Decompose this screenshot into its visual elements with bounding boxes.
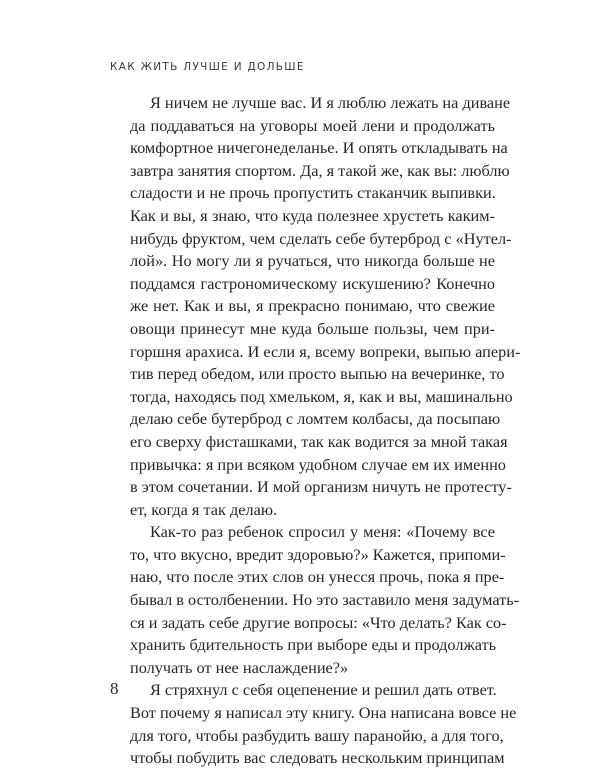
text-line: завтра занятия спортом. Да, я такой же, как вы: люблю — [130, 160, 510, 180]
text-line: привычка: я при всяком удобном случае ем их именно — [130, 454, 506, 474]
running-header: КАК ЖИТЬ ЛУЧШЕ И ДОЛЬШЕ — [110, 61, 305, 73]
text-line: Я ничем не лучше вас. И я люблю лежать на диване — [150, 93, 511, 112]
text-line: хранить бдительность при выборе еды и продолжать — [130, 635, 497, 655]
text-line: Как-то раз ребенок спросил у меня: «Почему все — [150, 522, 495, 542]
text-line: наю, что после этих слов он унесся прочь, пока я пре- — [130, 567, 505, 587]
text-line: получать от нее наслаждение?» — [130, 657, 349, 677]
text-line: нибудь фруктом, чем сделать себе бутерброд с «Нутел- — [130, 228, 512, 248]
text-line: ся и задать себе другие вопросы: «Что делать? Как со- — [130, 612, 507, 632]
text-line: ет, когда я так делаю. — [130, 499, 278, 519]
text-line: тогда, находясь под хмельком, я, как и вы, машинально — [130, 386, 513, 406]
text-line: Вот почему я написал эту книгу. Она написана вовсе не — [130, 703, 517, 723]
text-line: в этом сочетании. И мой организм ничуть не протесту- — [130, 477, 512, 497]
page-number: 8 — [110, 679, 119, 698]
text-line: Как и вы, я знаю, что куда полезнее хрустеть каким- — [130, 205, 495, 225]
text-line: же нет. Как и вы, я прекрасно понимаю, что свежие — [130, 296, 495, 316]
text-line: тив перед обедом, или просто выпью на вечеринке, то — [130, 364, 505, 384]
text-line: то, что вкусно, вредит здоровью?» Кажется, припоми- — [130, 544, 506, 564]
text-line: для того, чтобы разбудить вашу паранойю, а для того, — [130, 725, 504, 745]
text-line: овощи принесут мне куда больше пользы, чем при- — [130, 318, 495, 338]
text-line: сладости и не прочь пропустить стаканчик выпивки. — [130, 183, 496, 203]
body-text — [130, 92, 521, 770]
text-line: чтобы побудить вас следовать нескольким принципам — [130, 748, 505, 768]
text-line: бывал в остолбенении. Но это заставило меня задумать- — [130, 590, 520, 610]
text-line: комфортное ничегонеделанье. И опять откладывать на — [130, 138, 508, 158]
text-line: горшня арахиса. И если я, всему вопреки, выпью апери- — [130, 341, 521, 361]
text-line: его сверху фисташками, так как водится за мной такая — [130, 431, 508, 451]
text-line: Я стряхнул с себя оцепенение и решил дать ответ. — [150, 680, 497, 700]
text-line: лой». Но могу ли я ручаться, что никогда больше не — [130, 251, 495, 271]
text-line: да поддаваться на уговоры моей лени и продолжать — [130, 115, 495, 135]
text-line: делаю себе бутерброд с ломтем колбасы, да посыпаю — [130, 409, 501, 429]
text-line: поддамся гастрономическому искушению? Конечно — [130, 273, 495, 293]
